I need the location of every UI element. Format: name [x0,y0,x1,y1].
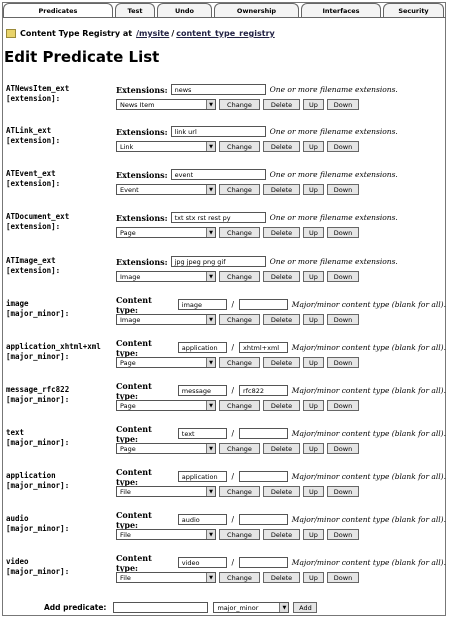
change-button[interactable]: Change [219,443,260,454]
major-type-input[interactable]: image [178,299,227,310]
up-button[interactable]: Up [303,357,324,368]
type-select-value: News Item [120,100,155,109]
change-button[interactable]: Change [219,99,260,110]
predicate-criteria-row [116,509,446,530]
predicate-criteria-row [116,256,398,267]
delete-button[interactable]: Delete [263,443,300,454]
extensions-input[interactable]: txt stx rst rest py [171,212,266,223]
type-select[interactable] [116,486,216,497]
delete-button[interactable]: Delete [263,99,300,110]
down-button[interactable]: Down [327,314,359,325]
predicate-criteria-row [116,466,446,487]
tab-bar [3,3,446,17]
extensions-label: Extensions: [116,169,168,180]
breadcrumb-separator: / [171,29,175,38]
change-button[interactable]: Change [219,400,260,411]
type-select-value: Image [120,315,141,324]
up-button[interactable]: Up [303,227,324,238]
add-predicate-name-input[interactable] [113,602,208,613]
major-minor-help-text: Major/minor content type (blank for all). [291,515,446,524]
change-button[interactable]: Change [219,357,260,368]
chevron-down-icon: ▼ [206,487,215,496]
type-separator: / [231,558,235,567]
content-type-label: Content type: [116,466,152,487]
type-select[interactable] [116,99,216,110]
major-type-input[interactable]: application [178,471,227,482]
type-select[interactable] [116,184,216,195]
down-button[interactable]: Down [327,572,359,583]
predicate-criteria-row [116,337,446,358]
add-predicate-kind-value: major_minor [217,603,259,612]
predicate-name: ATLink_ext [extension]: [6,126,61,145]
up-button[interactable]: Up [303,99,324,110]
tab-ownership[interactable]: Ownership [214,3,299,17]
type-select[interactable] [116,314,216,325]
predicate-name: ATEvent_ext [extension]: [6,169,61,188]
type-select[interactable] [116,271,216,282]
major-type-input[interactable]: application [178,342,227,353]
up-button[interactable]: Up [303,400,324,411]
type-select-value: Link [120,142,134,151]
change-button[interactable]: Change [219,314,260,325]
predicate-criteria-row [116,126,398,137]
extensions-input[interactable]: event [171,169,266,180]
content-type-label: Content type: [116,552,152,573]
major-minor-help-text: Major/minor content type (blank for all). [291,558,446,567]
add-predicate-kind-select[interactable] [213,602,289,613]
predicate-actions-row [116,314,359,325]
down-button[interactable]: Down [327,400,359,411]
change-button[interactable]: Change [219,141,260,152]
predicate-name: application_xhtml+xml [major_minor]: [6,342,101,361]
predicate-name: message_rfc822 [major_minor]: [6,385,70,404]
predicate-name: ATNewsItem_ext [extension]: [6,84,70,103]
predicate-actions-row [116,271,359,282]
extensions-label: Extensions: [116,212,168,223]
delete-button[interactable]: Delete [263,529,300,540]
delete-button[interactable]: Delete [263,271,300,282]
predicate-name: ATDocument_ext [extension]: [6,212,70,231]
down-button[interactable]: Down [327,141,359,152]
change-button[interactable]: Change [219,271,260,282]
extensions-help-text: One or more filename extensions. [269,213,398,222]
delete-button[interactable]: Delete [263,141,300,152]
predicate-criteria-row [116,84,398,95]
down-button[interactable]: Down [327,357,359,368]
chevron-down-icon: ▼ [206,401,215,410]
chevron-down-icon: ▼ [206,272,215,281]
change-button[interactable]: Change [219,529,260,540]
up-button[interactable]: Up [303,141,324,152]
add-button[interactable]: Add [293,602,317,613]
content-type-label: Content type: [116,337,152,358]
minor-type-input[interactable]: rfc822 [239,385,288,396]
chevron-down-icon: ▼ [206,530,215,539]
extensions-help-text: One or more filename extensions. [269,257,398,266]
minor-type-input[interactable] [239,428,288,439]
minor-type-input[interactable] [239,557,288,568]
major-minor-help-text: Major/minor content type (blank for all). [291,300,446,309]
type-select-value: Event [120,185,139,194]
type-separator: / [231,472,235,481]
minor-type-input[interactable]: xhtml+xml [239,342,288,353]
major-type-input[interactable]: message [178,385,227,396]
tab-security[interactable]: Security [383,3,444,17]
type-select[interactable] [116,227,216,238]
breadcrumb [6,29,275,38]
type-select-value: File [120,573,131,582]
minor-type-input[interactable] [239,471,288,482]
major-type-input[interactable]: audio [178,514,227,525]
delete-button[interactable]: Delete [263,184,300,195]
up-button[interactable]: Up [303,271,324,282]
change-button[interactable]: Change [219,227,260,238]
predicate-actions-row [116,141,359,152]
minor-type-input[interactable] [239,514,288,525]
content-type-label: Content type: [116,423,152,444]
type-select-value: Page [120,228,136,237]
predicate-actions-row [116,486,359,497]
breadcrumb-link-mysite[interactable]: /mysite [136,29,170,38]
predicate-actions-row [116,184,359,195]
predicate-name: application [major_minor]: [6,471,70,490]
predicate-actions-row [116,400,359,411]
type-separator: / [231,343,235,352]
up-button[interactable]: Up [303,184,324,195]
extensions-help-text: One or more filename extensions. [269,85,398,94]
minor-type-input[interactable] [239,299,288,310]
extensions-label: Extensions: [116,256,168,267]
chevron-down-icon: ▼ [206,100,215,109]
delete-button[interactable]: Delete [263,357,300,368]
predicate-actions-row [116,99,359,110]
chevron-down-icon: ▼ [206,228,215,237]
chevron-down-icon: ▼ [206,573,215,582]
extensions-label: Extensions: [116,126,168,137]
predicate-criteria-row [116,212,398,223]
extensions-input[interactable]: link url [171,126,266,137]
extensions-input[interactable]: news [171,84,266,95]
change-button[interactable]: Change [219,486,260,497]
tab-predicates[interactable]: Predicates [3,3,113,17]
down-button[interactable]: Down [327,227,359,238]
content-type-label: Content type: [116,294,152,315]
add-predicate-label: Add predicate: [44,603,107,612]
content-type-label: Content type: [116,380,152,401]
predicate-name: text [major_minor]: [6,428,70,447]
down-button[interactable]: Down [327,99,359,110]
delete-button[interactable]: Delete [263,400,300,411]
type-select-value: Page [120,444,136,453]
major-minor-help-text: Major/minor content type (blank for all). [291,343,446,352]
add-predicate-row [44,602,317,613]
major-minor-help-text: Major/minor content type (blank for all). [291,472,446,481]
chevron-down-icon: ▼ [206,444,215,453]
up-button[interactable]: Up [303,572,324,583]
major-type-input[interactable]: text [178,428,227,439]
predicate-actions-row [116,357,359,368]
type-select[interactable] [116,141,216,152]
up-button[interactable]: Up [303,443,324,454]
down-button[interactable]: Down [327,443,359,454]
up-button[interactable]: Up [303,314,324,325]
type-select[interactable] [116,572,216,583]
predicate-criteria-row [116,423,446,444]
change-button[interactable]: Change [219,572,260,583]
delete-button[interactable]: Delete [263,227,300,238]
predicate-criteria-row [116,169,398,180]
extensions-help-text: One or more filename extensions. [269,170,398,179]
tab-interfaces[interactable]: Interfaces [301,3,381,17]
breadcrumb-link-registry[interactable]: content_type_registry [176,29,275,38]
extensions-help-text: One or more filename extensions. [269,127,398,136]
major-type-input[interactable]: video [178,557,227,568]
type-select-value: Image [120,272,141,281]
predicate-criteria-row [116,552,446,573]
type-select-value: Page [120,401,136,410]
type-select[interactable] [116,400,216,411]
down-button[interactable]: Down [327,184,359,195]
page-title: Edit Predicate List [4,48,160,66]
tab-divider [3,17,446,18]
up-button[interactable]: Up [303,486,324,497]
predicate-actions-row [116,227,359,238]
predicate-actions-row [116,443,359,454]
predicate-actions-row [116,572,359,583]
delete-button[interactable]: Delete [263,314,300,325]
type-select[interactable] [116,443,216,454]
up-button[interactable]: Up [303,529,324,540]
chevron-down-icon: ▼ [206,315,215,324]
extensions-label: Extensions: [116,84,168,95]
down-button[interactable]: Down [327,271,359,282]
type-select[interactable] [116,357,216,368]
down-button[interactable]: Down [327,486,359,497]
tab-test[interactable]: Test [115,3,155,17]
type-select[interactable] [116,529,216,540]
type-select-value: File [120,487,131,496]
chevron-down-icon: ▼ [206,185,215,194]
tab-undo[interactable]: Undo [157,3,212,17]
chevron-down-icon: ▼ [206,358,215,367]
down-button[interactable]: Down [327,529,359,540]
type-select-value: Page [120,358,136,367]
predicate-actions-row [116,529,359,540]
type-separator: / [231,515,235,524]
delete-button[interactable]: Delete [263,486,300,497]
predicate-name: image [major_minor]: [6,299,70,318]
breadcrumb-prefix: Content Type Registry at [20,29,133,38]
predicate-name: audio [major_minor]: [6,514,70,533]
content-type-label: Content type: [116,509,152,530]
predicate-criteria-row [116,380,446,401]
major-minor-help-text: Major/minor content type (blank for all). [291,386,446,395]
type-select-value: File [120,530,131,539]
predicate-name: video [major_minor]: [6,557,70,576]
extensions-input[interactable]: jpg jpeg png gif [171,256,266,267]
chevron-down-icon: ▼ [279,603,288,612]
type-separator: / [231,300,235,309]
folder-icon [6,29,16,38]
delete-button[interactable]: Delete [263,572,300,583]
major-minor-help-text: Major/minor content type (blank for all). [291,429,446,438]
predicate-name: ATImage_ext [extension]: [6,256,61,275]
change-button[interactable]: Change [219,184,260,195]
chevron-down-icon: ▼ [206,142,215,151]
type-separator: / [231,429,235,438]
type-separator: / [231,386,235,395]
predicate-criteria-row [116,294,446,315]
